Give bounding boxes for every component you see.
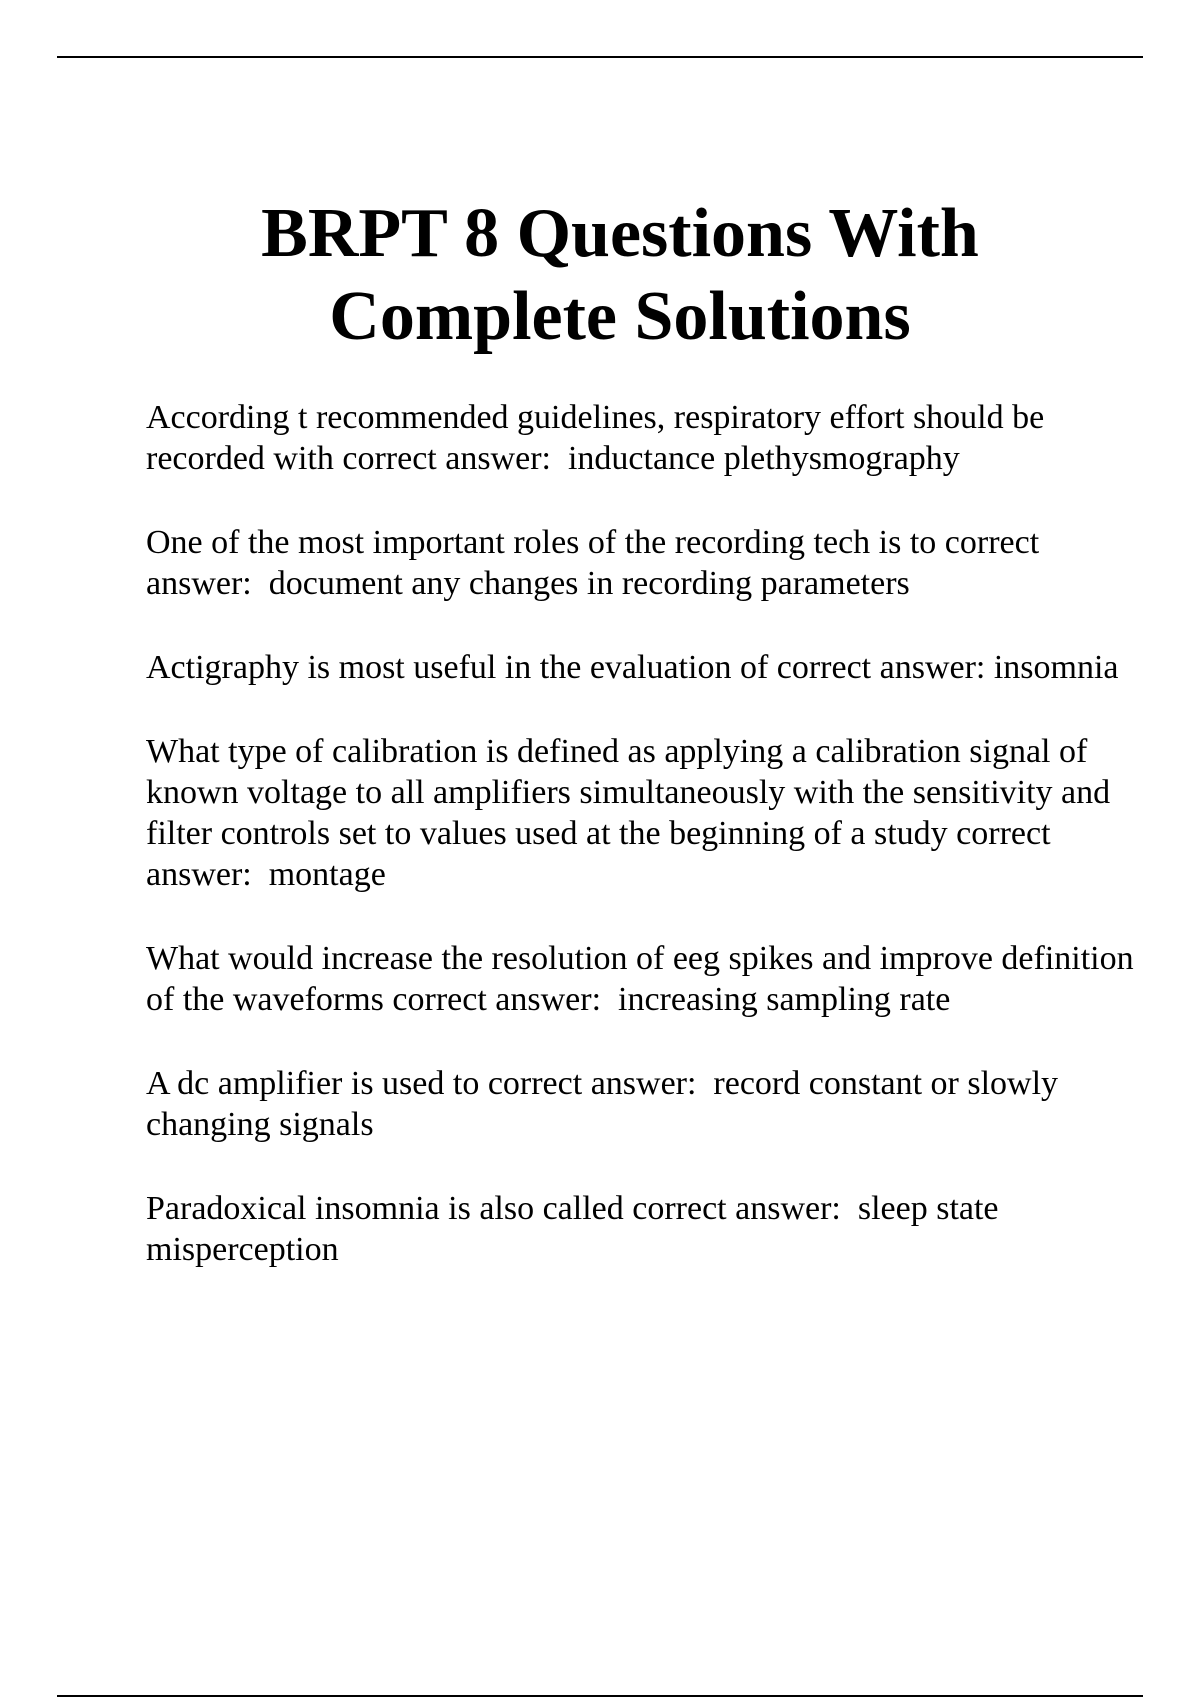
qa-item: Actigraphy is most useful in the evaluation of correct answer: insomnia — [146, 649, 1119, 686]
qa-item: What type of calibration is defined as applying a calibration signal of known voltage to all amplifiers simultaneously with the sensitivity and filter controls set to values used at the beginning of a study correct answer: montage — [146, 733, 1111, 893]
qa-item: Paradoxical insomnia is also called correct answer: sleep state misperception — [146, 1190, 999, 1268]
qa-item: According t recommended guidelines, respiratory effort should be recorded with correct answer: inductance plethysmography — [146, 399, 1045, 477]
qa-item: A dc amplifier is used to correct answer: record constant or slowly changing signals — [146, 1065, 1059, 1143]
title-line-2: Complete Solutions — [329, 278, 911, 355]
title-line-1: BRPT 8 Questions With — [261, 195, 979, 272]
document-title — [100, 192, 1140, 358]
bottom-divider — [57, 1695, 1143, 1697]
qa-item: What would increase the resolution of eeg spikes and improve definition of the waveforms correct answer: increasing sampling rate — [146, 940, 1134, 1018]
qa-item: One of the most important roles of the recording tech is to correct answer: document any changes in recording parameters — [146, 524, 1040, 602]
top-divider — [57, 56, 1143, 58]
question-answer-list — [146, 397, 1146, 1313]
